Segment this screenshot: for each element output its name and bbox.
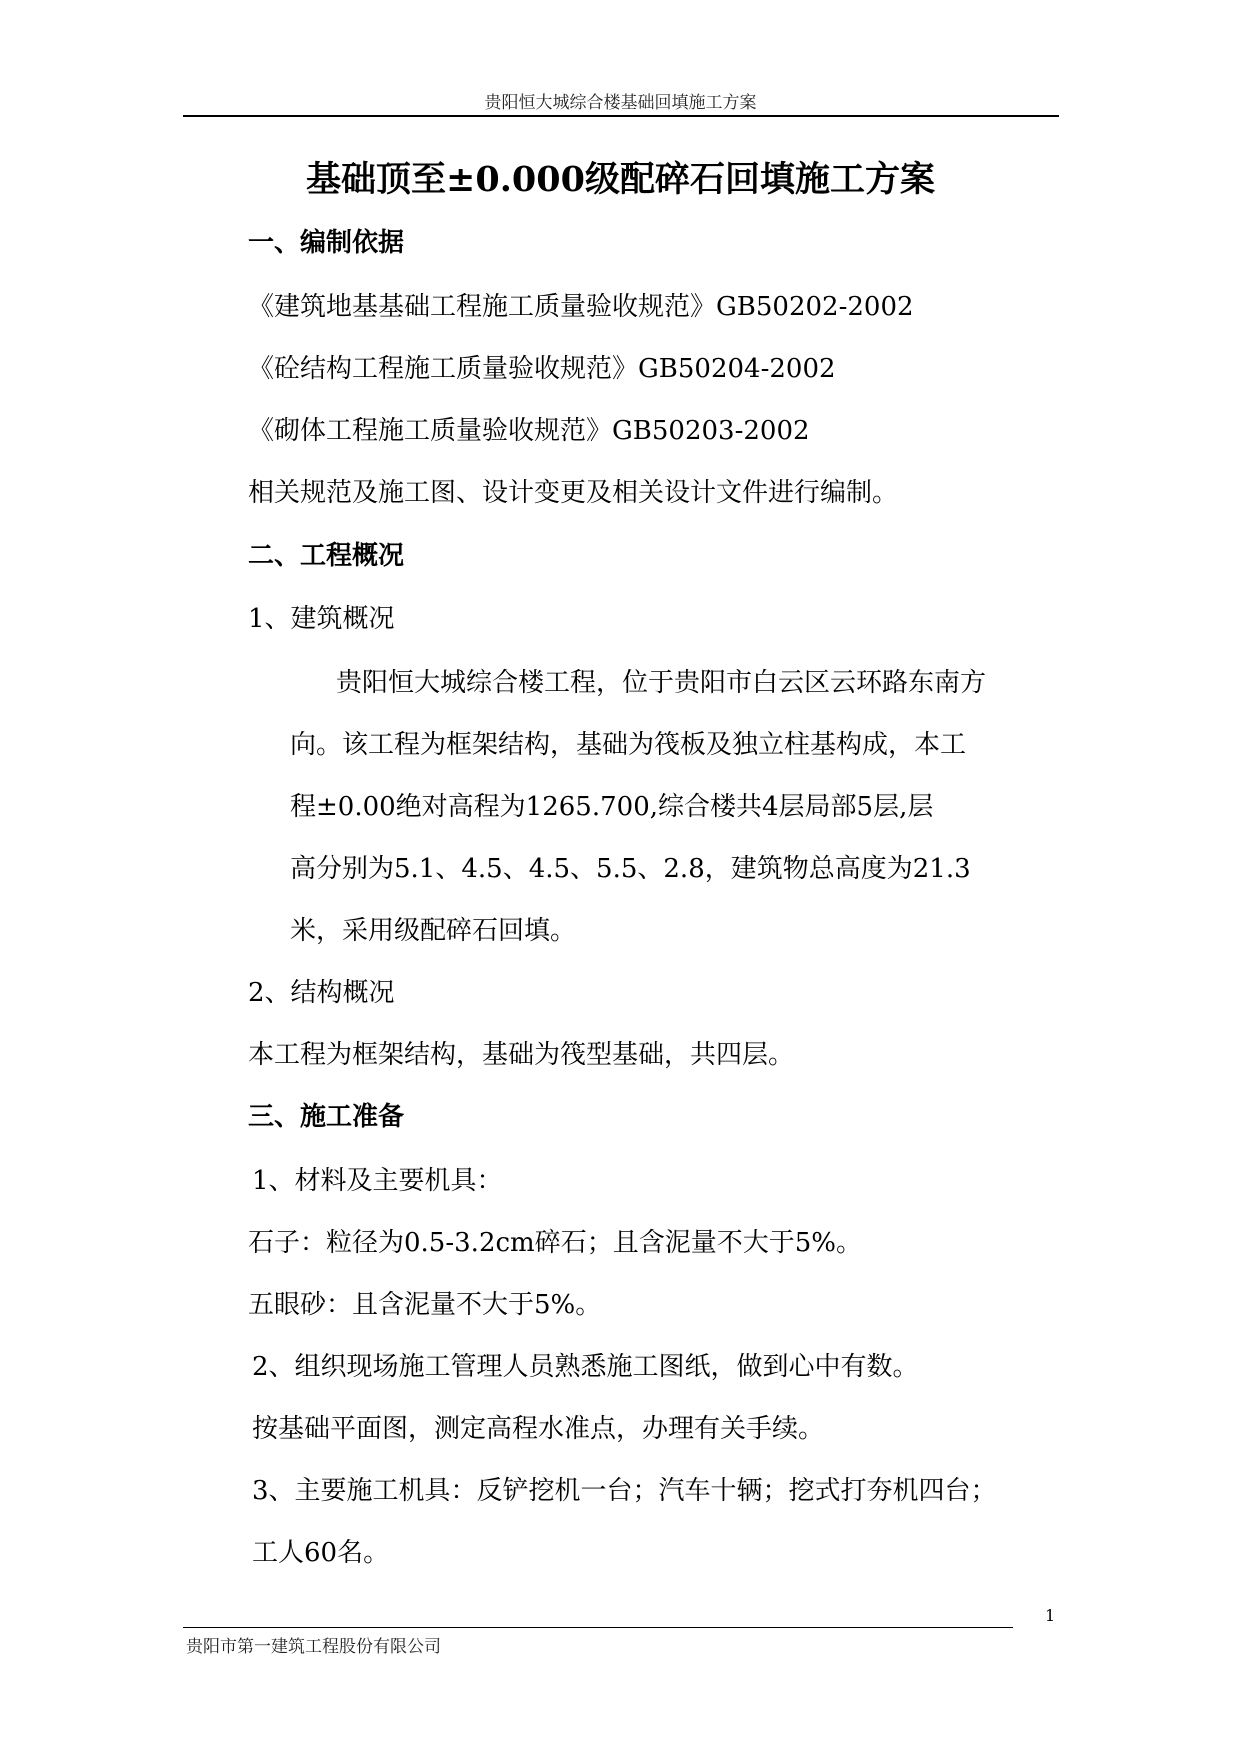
- paragraph-line: 2、组织现场施工管理人员熟悉施工图纸，做到心中有数。: [252, 1352, 919, 1382]
- paragraph-line: 五眼砂：且含泥量不大于5%。: [248, 1290, 602, 1320]
- paragraph-line: 按基础平面图，测定高程水准点，办理有关手续。: [252, 1414, 825, 1444]
- paragraph-line: 贵阳恒大城综合楼工程，位于贵阳市白云区云环路东南方: [336, 668, 987, 698]
- reference-line: 《砼结构工程施工质量验收规范》GB50204-2002: [248, 354, 836, 384]
- section-heading-preparation: 三、施工准备: [248, 1102, 405, 1132]
- reference-line: 《建筑地基基础工程施工质量验收规范》GB50202-2002: [248, 292, 914, 322]
- section-heading-overview: 二、工程概况: [248, 541, 405, 571]
- paragraph-line: 向。该工程为框架结构，基础为筏板及独立柱基构成，本工: [290, 730, 967, 760]
- paragraph-line: 工人60名。: [252, 1538, 390, 1568]
- document-title: 基础顶至±0.000级配碎石回填施工方案: [306, 159, 935, 200]
- reference-line: 《砌体工程施工质量验收规范》GB50203-2002: [248, 416, 810, 446]
- footer-rule: [183, 1627, 1013, 1628]
- footer-company: 贵阳市第一建筑工程股份有限公司: [186, 1637, 441, 1657]
- paragraph-line: 石子：粒径为0.5-3.2cm碎石；且含泥量不大于5%。: [248, 1228, 862, 1258]
- subheading-structure: 2、结构概况: [248, 978, 395, 1008]
- paragraph-line: 1、材料及主要机具：: [252, 1166, 503, 1196]
- subheading-building: 1、建筑概况: [248, 604, 395, 634]
- paragraph-line: 米，采用级配碎石回填。: [290, 916, 577, 946]
- reference-line: 相关规范及施工图、设计变更及相关设计文件进行编制。: [248, 478, 899, 508]
- paragraph-line: 高分别为5.1、4.5、4.5、5.5、2.8，建筑物总高度为21.3: [290, 854, 971, 884]
- running-header: 贵阳恒大城综合楼基础回填施工方案: [484, 93, 757, 113]
- header-rule: [183, 115, 1059, 117]
- paragraph-line: 3、主要施工机具：反铲挖机一台；汽车十辆；挖式打夯机四台；: [252, 1476, 997, 1506]
- section-heading-basis: 一、编制依据: [248, 228, 405, 258]
- paragraph-line: 本工程为框架结构，基础为筏型基础，共四层。: [248, 1040, 795, 1070]
- page-number: 1: [1045, 1606, 1056, 1625]
- paragraph-line: 程±0.00绝对高程为1265.700,综合楼共4层局部5层,层: [290, 792, 934, 822]
